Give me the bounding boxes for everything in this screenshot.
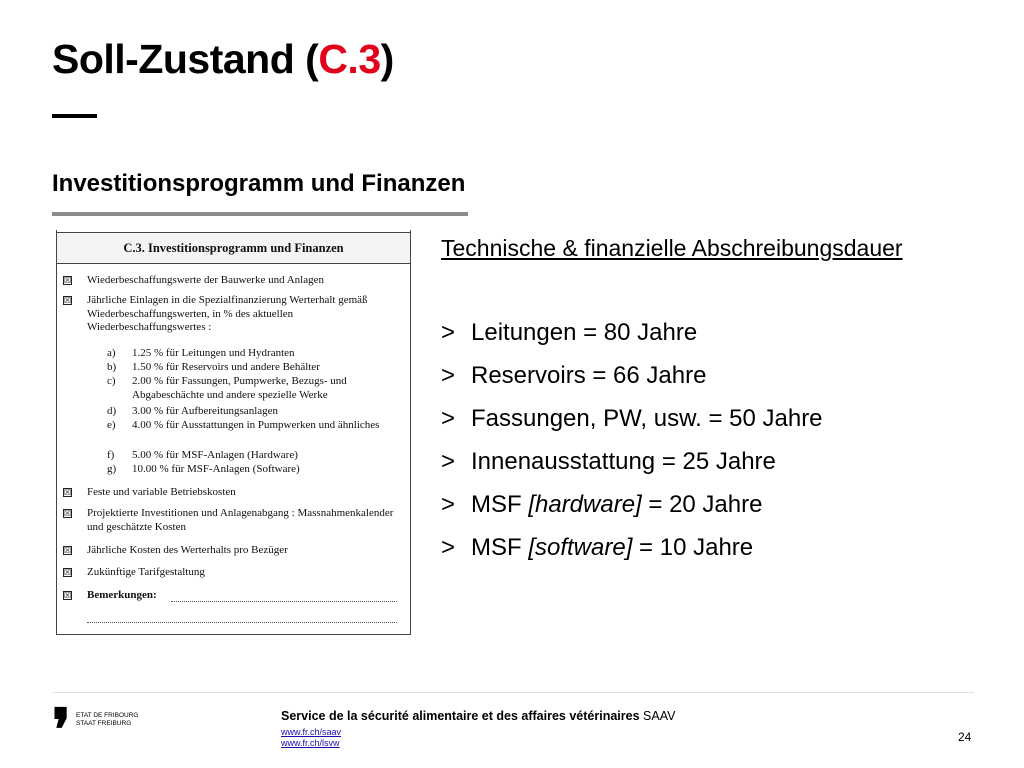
form-bottom-border <box>57 634 410 635</box>
subitem-key: f) <box>107 449 115 461</box>
bullet-text-main: MSF <box>471 491 529 518</box>
bullet-marker: > <box>441 491 456 518</box>
form-item-text: Jährliche Kosten des Werterhalts pro Bezüger <box>87 544 288 556</box>
subitem-key: g) <box>107 463 117 475</box>
service-name-bold: Service de la sécurité alimentaire et des affaires vétérinaires <box>281 709 640 723</box>
bullet-text-italic: [hardware] <box>528 491 642 518</box>
fribourg-logo-text <box>76 712 138 728</box>
bullet-text-main: Leitungen = 80 Jahre <box>471 319 698 346</box>
subitem-text: 3.00 % für Aufbereitungsanlagen <box>132 405 279 417</box>
section-subtitle: Investitionsprogramm und Finanzen <box>52 170 466 197</box>
bullet-marker: > <box>441 319 456 346</box>
bullet-text <box>471 490 762 519</box>
checked-box-icon: ☒ <box>64 591 72 600</box>
logo-line-2: STAAT FREIBURG <box>76 720 132 727</box>
bullet-marker: > <box>441 362 456 389</box>
checked-box-icon: ☒ <box>64 296 72 305</box>
bullet-marker: > <box>441 405 456 432</box>
subitem-key: e) <box>107 419 116 431</box>
form-item-text: Wiederbeschaffungswerte der Bauwerke und Anlagen <box>87 274 324 286</box>
subitem-text: 10.00 % für MSF-Anlagen (Software) <box>132 463 300 475</box>
fribourg-logo-icon: ❜ <box>52 696 71 764</box>
checked-box-icon: ☒ <box>64 276 72 285</box>
form-item-text: Feste und variable Betriebskosten <box>87 486 236 498</box>
saav-link[interactable]: www.fr.ch/saav <box>281 727 342 737</box>
service-name <box>281 709 675 723</box>
title-dash <box>52 114 97 118</box>
form-header <box>57 232 410 264</box>
scanned-form <box>56 230 411 635</box>
form-item-text: Zukünftige Tarifgestaltung <box>87 566 205 578</box>
remarks-line <box>171 601 397 602</box>
bullet-text-main: MSF <box>471 534 529 561</box>
page-number: 24 <box>958 730 972 744</box>
subitem-text: 1.50 % für Reservoirs und andere Behälter <box>132 361 320 373</box>
bullet-text-main: Reservoirs = 66 Jahre <box>471 362 707 389</box>
remarks-line <box>87 622 397 623</box>
logo-line-1: ETAT DE FRIBOURG <box>76 712 139 719</box>
checked-box-icon: ☒ <box>64 546 72 555</box>
lsvw-link[interactable]: www.fr.ch/lsvw <box>281 738 340 748</box>
checked-box-icon: ☒ <box>64 568 72 577</box>
title-prefix: Soll-Zustand ( <box>52 36 319 82</box>
subitem-text: 4.00 % für Ausstattungen in Pumpwerken und ähnliches <box>132 419 380 431</box>
bullet-text-main: Innenausstattung = 25 Jahre <box>471 448 776 475</box>
subitem-text: 1.25 % für Leitungen und Hydranten <box>132 347 295 359</box>
subitem-text: 5.00 % für MSF-Anlagen (Hardware) <box>132 449 298 461</box>
subitem-key: c) <box>107 375 116 387</box>
bullet-text <box>471 361 706 390</box>
bullet-text-tail: = 10 Jahre <box>632 534 754 561</box>
bullet-text <box>471 447 776 476</box>
footer-links <box>281 727 341 749</box>
form-item-text: Projektierte Investitionen und Anlagenabgang : Massnahmenkalender und geschätzte Kosten <box>87 507 394 533</box>
subitem-key: b) <box>107 361 117 373</box>
bullet-text-italic: [software] <box>528 534 633 561</box>
service-abbr: SAAV <box>639 709 676 723</box>
bullet-text <box>471 318 697 347</box>
bullet-text-main: Fassungen, PW, usw. = 50 Jahre <box>471 405 823 432</box>
bullet-marker: > <box>441 534 456 561</box>
subitem-text: 2.00 % für Fassungen, Pumpwerke, Bezugs- und Abgabeschächte und andere spezielle Werke <box>132 375 347 401</box>
form-item-text: Bemerkungen: <box>87 589 157 601</box>
checked-box-icon: ☒ <box>64 488 72 497</box>
bullet-text-tail: = 20 Jahre <box>641 491 763 518</box>
title-suffix: ) <box>380 36 394 82</box>
page-title <box>52 36 394 83</box>
checked-box-icon: ☒ <box>64 509 72 518</box>
subitem-key: d) <box>107 405 117 417</box>
title-accent: C.3 <box>318 36 381 82</box>
subitem-key: a) <box>107 347 116 359</box>
depreciation-heading: Technische & finanzielle Abschreibungsdauer <box>441 235 903 261</box>
bullet-marker: > <box>441 448 456 475</box>
form-item-text: Jährliche Einlagen in die Spezialfinanzierung Werterhalt gemäß Wiederbeschaffungswerten, in % des aktuellen Wiederbeschaffungswertes : <box>87 294 368 333</box>
bullet-text <box>471 533 753 562</box>
subtitle-rule <box>52 212 468 216</box>
footer-divider <box>52 692 974 693</box>
form-header-text: C.3. Investitionsprogramm und Finanzen <box>123 241 344 255</box>
bullet-text <box>471 404 823 433</box>
